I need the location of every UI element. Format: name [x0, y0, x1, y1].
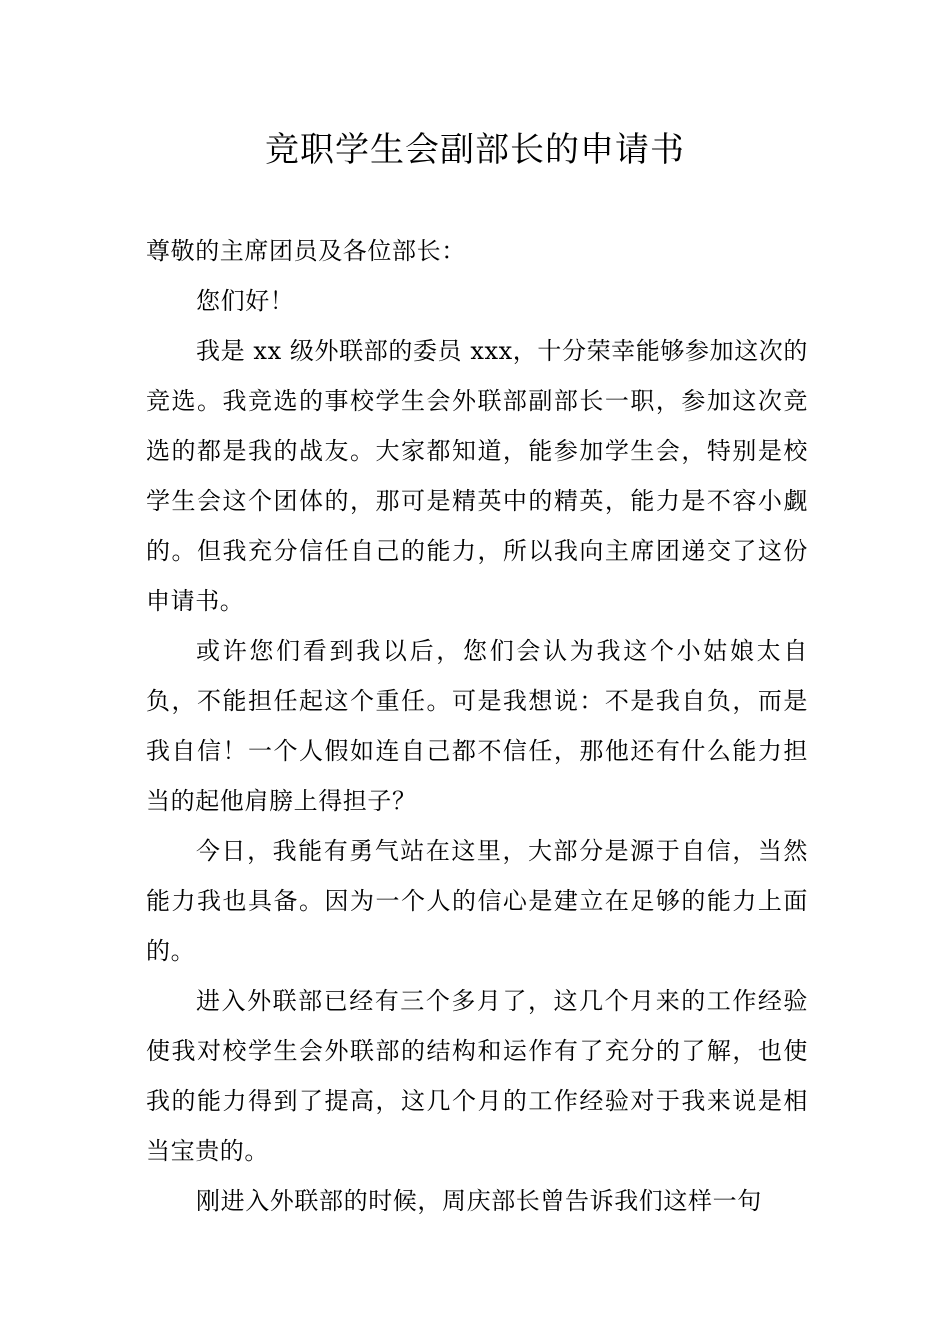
document-title: 竞职学生会副部长的申请书	[265, 130, 685, 170]
paragraph-introduction: 我是 xx 级外联部的委员 xxx，十分荣幸能够参加这次的竞选。我竞选的事校学生会外联部副部长一职，参加这次竞选的都是我的战友。大家都知道，能参加学生会，特别是校学生会这个团体的，那可是精英中的精英，能力是不容小觑的。但我充分信任自己的能力，所以我向主席团递交了这份申请书。	[146, 337, 808, 615]
paragraph-confidence: 或许您们看到我以后，您们会认为我这个小姑娘太自负，不能担任起这个重任。可是我想说：不是我自负，而是我自信！一个人假如连自己都不信任，那他还有什么能力担当的起他肩膀上得担子？	[146, 637, 808, 815]
paragraph-beginning: 刚进入外联部的时候，周庆部长曾告诉我们这样一句	[196, 1187, 762, 1215]
paragraph-courage: 今日，我能有勇气站在这里，大部分是源于自信，当然能力我也具备。因为一个人的信心是建立在足够的能力上面的。	[146, 837, 808, 965]
document-body	[146, 226, 808, 1226]
paragraph-experience: 进入外联部已经有三个多月了，这几个月来的工作经验使我对校学生会外联部的结构和运作有了充分的了解，也使我的能力得到了提高，这几个月的工作经验对于我来说是相当宝贵的。	[146, 987, 808, 1165]
paragraph-greeting: 您们好！	[196, 287, 295, 315]
salutation: 尊敬的主席团员及各位部长：	[146, 237, 466, 265]
